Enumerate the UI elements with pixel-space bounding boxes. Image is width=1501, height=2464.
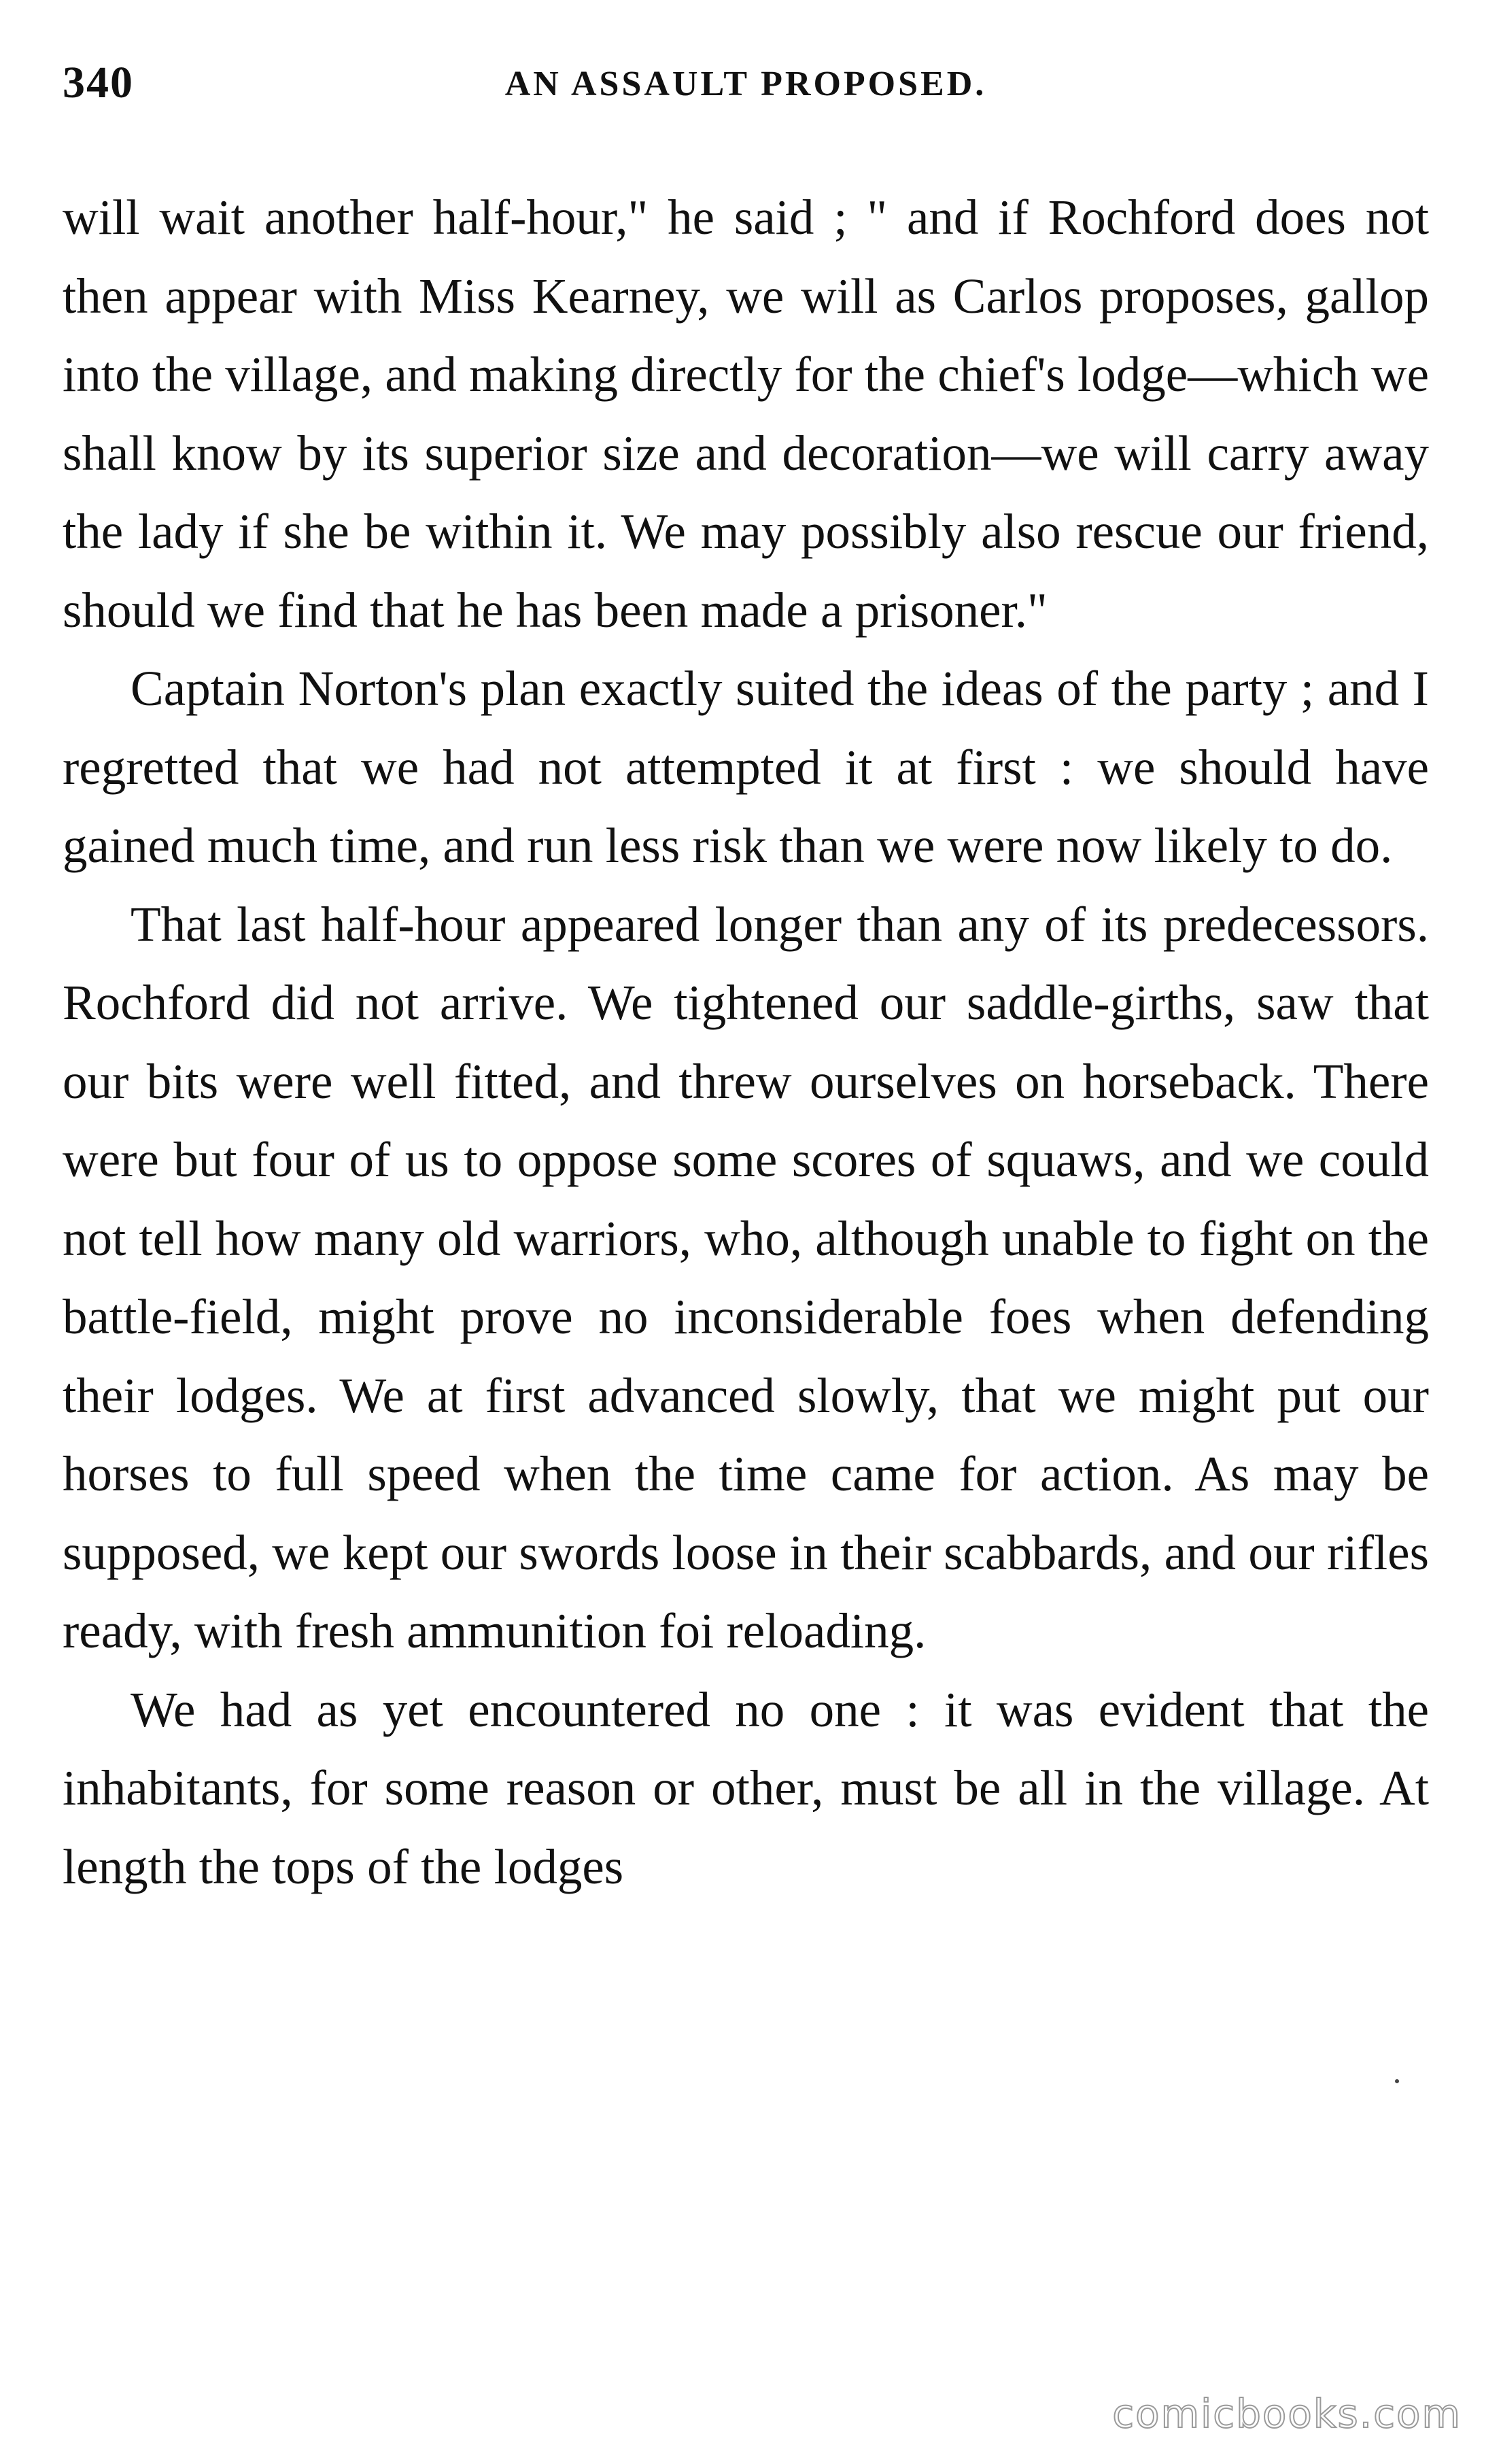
paragraph-continued: will wait another half-hour," he said ; " and if Rochford does not then appear with Miss Kearney, we will as Carlos proposes, gallop into the village, and making directly for the chief's lodge—which we shall know by its superior size and decoration—we will carry away the lady if she be within it. We may possibly also rescue our friend, should we find that he has been made a prisoner." bbox=[63, 190, 1429, 638]
page-header bbox=[63, 57, 1429, 112]
running-head: AN ASSAULT PROPOSED. bbox=[504, 65, 987, 103]
watermark: comicbooks.com bbox=[1112, 2391, 1462, 2437]
print-speck bbox=[1395, 2079, 1399, 2083]
page-number: 340 bbox=[63, 58, 134, 107]
paragraph: We had as yet encountered no one : it was evident that the inhabitants, for some reason or other, must be all in the village. At length the tops of the lodges bbox=[63, 1681, 1429, 1894]
body-text bbox=[63, 178, 1429, 1906]
paragraph: That last half-hour appeared longer than any of its predecessors. Rochford did not arrive. We tightened our saddle-girths, saw that our bits were well fitted, and threw ourselves on horseback. There were but four of us to oppose some scores of squaws, and we could not tell how many old warriors, who, although unable to fight on the battle-field, might prove no inconsiderable foes when defending their lodges. We at first advanced slowly, that we might put our horses to full speed when the time came for action. As may be supposed, we kept our swords loose in their scabbards, and our rifles ready, with fresh ammunition foi reloading. bbox=[63, 896, 1429, 1658]
paragraph: Captain Norton's plan exactly suited the ideas of the party ; and I regretted that we had not attempted it at first : we should have gained much time, and run less risk than we were now likely to do. bbox=[63, 661, 1429, 873]
